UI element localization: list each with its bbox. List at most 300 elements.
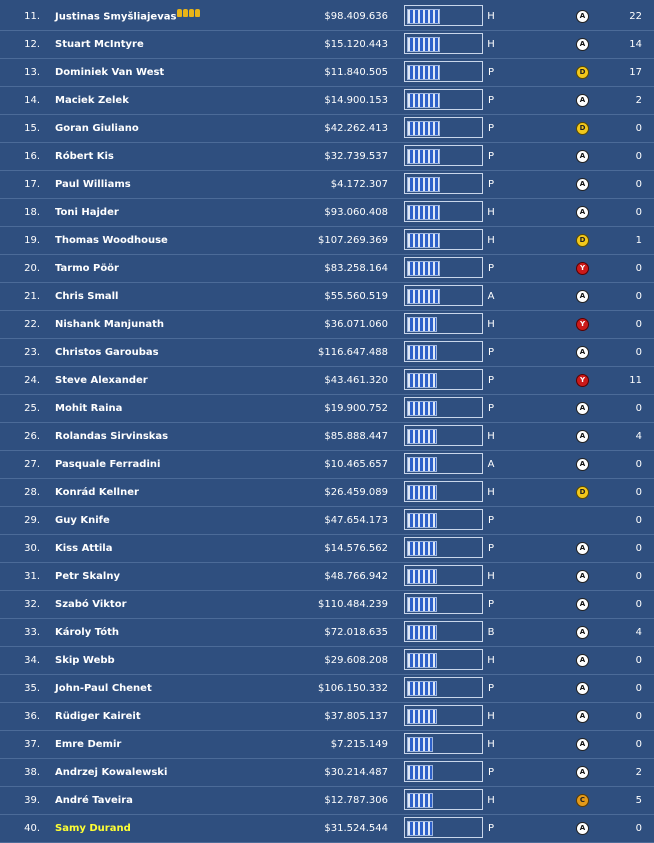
count-value: 17 <box>629 67 642 78</box>
player-name-link[interactable]: Andrzej Kowalewski <box>55 767 168 778</box>
player-name-cell <box>55 171 285 198</box>
rating-bar-fill <box>407 317 437 332</box>
status-badge-icon: A <box>576 654 589 667</box>
rating-bar-fill <box>407 513 437 528</box>
rank-number: 16. <box>24 151 40 162</box>
rating-bar-fill <box>407 65 440 80</box>
player-value: $55.560.519 <box>324 291 388 302</box>
rating-bar <box>404 789 483 810</box>
table-row <box>0 199 654 227</box>
position-letter: H <box>487 655 495 666</box>
status-badge-cell <box>576 395 590 422</box>
rating-bar-fill <box>407 765 433 780</box>
rating-bar <box>404 565 483 586</box>
position-letter: H <box>487 235 495 246</box>
rating-bar-fill <box>407 401 437 416</box>
rank-number: 22. <box>24 319 40 330</box>
trophies-group <box>177 3 201 30</box>
status-badge-cell <box>576 87 590 114</box>
player-name-link[interactable]: Justinas Smyšliajevas <box>55 11 177 23</box>
player-name-link[interactable]: André Taveira <box>55 795 133 806</box>
rating-bar-fill <box>407 9 440 24</box>
count-value: 0 <box>635 151 642 162</box>
status-badge-cell <box>576 591 590 618</box>
status-badge-icon: A <box>576 10 589 23</box>
player-name-cell <box>55 255 285 282</box>
rank-number: 23. <box>24 347 40 358</box>
count-value: 0 <box>635 711 642 722</box>
rank-number: 20. <box>24 263 40 274</box>
status-badge-icon: A <box>576 38 589 51</box>
rating-bar <box>404 5 483 26</box>
rating-bar-fill <box>407 345 437 360</box>
player-name-link[interactable]: Skip Webb <box>55 655 115 666</box>
rating-bar <box>404 733 483 754</box>
count-value: 5 <box>635 795 642 806</box>
count-value: 1 <box>635 235 642 246</box>
rating-bar-fill <box>407 457 437 472</box>
rank-number: 36. <box>24 711 40 722</box>
player-value: $110.484.239 <box>318 599 388 610</box>
position-letter: P <box>487 403 495 414</box>
rank-number: 19. <box>24 235 40 246</box>
rank-number: 35. <box>24 683 40 694</box>
rank-number: 31. <box>24 571 40 582</box>
rating-bar <box>404 593 483 614</box>
count-value: 0 <box>635 179 642 190</box>
table-row <box>0 591 654 619</box>
rating-bar <box>404 453 483 474</box>
status-badge-cell <box>576 339 590 366</box>
status-badge-icon: A <box>576 430 589 443</box>
player-name-cell <box>55 759 285 786</box>
status-badge-cell <box>576 535 590 562</box>
player-name-cell <box>55 787 285 814</box>
count-value: 0 <box>635 207 642 218</box>
position-letter: P <box>487 123 495 134</box>
status-badge-icon: A <box>576 402 589 415</box>
table-row <box>0 423 654 451</box>
player-value: $32.739.537 <box>324 151 388 162</box>
rating-bar-fill <box>407 37 440 52</box>
player-name-link[interactable]: Rolandas Sirvinskas <box>55 431 169 442</box>
player-name-link[interactable]: Konrád Kellner <box>55 487 139 498</box>
table-row <box>0 115 654 143</box>
count-value: 0 <box>635 263 642 274</box>
position-letter: H <box>487 739 495 750</box>
status-badge-icon: C <box>576 794 589 807</box>
rank-number: 14. <box>24 95 40 106</box>
player-name-cell <box>55 199 285 226</box>
table-row <box>0 507 654 535</box>
player-name-link[interactable]: Christos Garoubas <box>55 347 159 358</box>
position-letter: A <box>487 459 495 470</box>
player-name-cell <box>55 591 285 618</box>
rating-bar-fill <box>407 93 440 108</box>
rank-number: 17. <box>24 179 40 190</box>
position-letter: P <box>487 543 495 554</box>
count-value: 0 <box>635 571 642 582</box>
rank-number: 40. <box>24 823 40 834</box>
rank-number: 24. <box>24 375 40 386</box>
player-value: $29.608.208 <box>324 655 388 666</box>
status-badge-cell <box>576 619 590 646</box>
position-letter: P <box>487 95 495 106</box>
player-value: $31.524.544 <box>324 823 388 834</box>
table-row <box>0 451 654 479</box>
count-value: 4 <box>635 627 642 638</box>
position-letter: P <box>487 375 495 386</box>
rating-bar <box>404 201 483 222</box>
position-letter: P <box>487 767 495 778</box>
table-row <box>0 143 654 171</box>
rank-number: 21. <box>24 291 40 302</box>
rank-number: 37. <box>24 739 40 750</box>
count-value: 0 <box>635 403 642 414</box>
table-row <box>0 647 654 675</box>
table-row <box>0 339 654 367</box>
rating-bar <box>404 817 483 838</box>
player-name-link[interactable]: Rüdiger Kaireit <box>55 711 141 722</box>
player-name-cell <box>55 479 285 506</box>
status-badge-cell <box>576 255 590 282</box>
rating-bar <box>404 425 483 446</box>
rating-bar <box>404 313 483 334</box>
count-value: 2 <box>635 767 642 778</box>
player-value: $47.654.173 <box>324 515 388 526</box>
player-value: $30.214.487 <box>324 767 388 778</box>
rating-bar-fill <box>407 289 440 304</box>
status-badge-cell <box>576 59 590 86</box>
position-letter: H <box>487 39 495 50</box>
player-value: $106.150.332 <box>318 683 388 694</box>
table-row <box>0 787 654 815</box>
player-name-cell <box>55 227 285 254</box>
player-name-link[interactable]: Toni Hajder <box>55 207 119 218</box>
player-value: $12.787.306 <box>324 795 388 806</box>
table-row <box>0 563 654 591</box>
table-row <box>0 815 654 843</box>
count-value: 0 <box>635 823 642 834</box>
position-letter: P <box>487 179 495 190</box>
player-name-link[interactable]: Szabó Viktor <box>55 599 127 610</box>
player-value: $7.215.149 <box>330 739 388 750</box>
table-row <box>0 759 654 787</box>
status-badge-icon: A <box>576 598 589 611</box>
player-name-cell <box>55 283 285 310</box>
player-name-link[interactable]: Mohit Raina <box>55 403 123 414</box>
table-row <box>0 367 654 395</box>
table-row <box>0 171 654 199</box>
status-badge-cell <box>576 563 590 590</box>
status-badge-cell <box>576 731 590 758</box>
rating-bar-fill <box>407 569 437 584</box>
player-value: $43.461.320 <box>324 375 388 386</box>
player-value: $42.262.413 <box>324 123 388 134</box>
table-row <box>0 675 654 703</box>
status-badge-cell <box>576 507 590 534</box>
count-value: 22 <box>629 11 642 22</box>
player-name-link[interactable]: Petr Skalny <box>55 571 120 582</box>
trophy-icon <box>177 9 182 17</box>
player-value: $72.018.635 <box>324 627 388 638</box>
player-name-cell <box>55 647 285 674</box>
table-row <box>0 87 654 115</box>
player-name-link[interactable]: Emre Demir <box>55 739 122 750</box>
status-badge-icon: D <box>576 122 589 135</box>
status-badge-icon: Y <box>576 374 589 387</box>
rank-number: 26. <box>24 431 40 442</box>
player-name-link[interactable]: Károly Tóth <box>55 627 119 638</box>
rating-bar-fill <box>407 429 437 444</box>
position-letter: P <box>487 683 495 694</box>
table-row <box>0 59 654 87</box>
rank-number: 25. <box>24 403 40 414</box>
status-badge-cell <box>576 31 590 58</box>
player-name-link[interactable]: Goran Giuliano <box>55 123 139 134</box>
player-name-link[interactable]: Samy Durand <box>55 823 131 834</box>
position-letter: H <box>487 207 495 218</box>
rating-bar <box>404 677 483 698</box>
player-name-link[interactable]: Steve Alexander <box>55 375 148 386</box>
rating-bar <box>404 481 483 502</box>
rating-bar <box>404 117 483 138</box>
player-name-cell <box>55 423 285 450</box>
player-name-link[interactable]: Nishank Manjunath <box>55 319 164 330</box>
player-value: $107.269.369 <box>318 235 388 246</box>
player-value: $4.172.307 <box>330 179 388 190</box>
status-badge-icon: A <box>576 290 589 303</box>
rating-bar <box>404 705 483 726</box>
rank-number: 12. <box>24 39 40 50</box>
player-name-cell <box>55 339 285 366</box>
trophy-icon <box>195 9 200 17</box>
position-letter: H <box>487 11 495 22</box>
status-badge-cell <box>576 787 590 814</box>
status-badge-cell <box>576 703 590 730</box>
player-value: $36.071.060 <box>324 319 388 330</box>
player-name-link[interactable]: Dominiek Van West <box>55 67 165 78</box>
player-name-link[interactable]: Maciek Zelek <box>55 95 129 106</box>
count-value: 0 <box>635 347 642 358</box>
rating-bar-fill <box>407 653 437 668</box>
player-name-cell <box>55 731 285 758</box>
rating-bar-fill <box>407 121 440 136</box>
count-value: 11 <box>629 375 642 386</box>
rating-bar <box>404 61 483 82</box>
count-value: 0 <box>635 543 642 554</box>
rating-bar-fill <box>407 149 440 164</box>
rating-bar-fill <box>407 541 437 556</box>
rank-number: 15. <box>24 123 40 134</box>
rating-bar-fill <box>407 793 433 808</box>
player-name-link[interactable]: Róbert Kis <box>55 151 114 162</box>
count-value: 0 <box>635 599 642 610</box>
rating-bar <box>404 397 483 418</box>
rating-bar <box>404 145 483 166</box>
table-row <box>0 395 654 423</box>
rating-bar <box>404 509 483 530</box>
rating-bar-fill <box>407 373 437 388</box>
status-badge-icon: Y <box>576 318 589 331</box>
trophy-icon <box>183 9 188 17</box>
status-badge-cell <box>576 647 590 674</box>
table-row <box>0 619 654 647</box>
rank-number: 29. <box>24 515 40 526</box>
status-badge-icon: Y <box>576 262 589 275</box>
player-name-cell <box>55 619 285 646</box>
status-badge-cell <box>576 759 590 786</box>
table-row <box>0 311 654 339</box>
table-row <box>0 31 654 59</box>
player-name-cell <box>55 675 285 702</box>
rating-bar-fill <box>407 597 437 612</box>
status-badge-icon: A <box>576 710 589 723</box>
status-badge-cell <box>576 283 590 310</box>
count-value: 0 <box>635 291 642 302</box>
position-letter: H <box>487 319 495 330</box>
status-badge-cell <box>576 311 590 338</box>
status-badge-cell <box>576 143 590 170</box>
player-name-cell <box>55 507 285 534</box>
status-badge-icon: A <box>576 178 589 191</box>
position-letter: P <box>487 599 495 610</box>
rating-bar-fill <box>407 205 440 220</box>
status-badge-cell <box>576 367 590 394</box>
status-badge-cell <box>576 227 590 254</box>
rating-bar-fill <box>407 625 437 640</box>
rating-bar <box>404 369 483 390</box>
position-letter: H <box>487 431 495 442</box>
position-letter: H <box>487 711 495 722</box>
player-name-cell <box>55 563 285 590</box>
table-row <box>0 3 654 31</box>
player-name-link[interactable]: John-Paul Chenet <box>55 683 152 694</box>
count-value: 0 <box>635 319 642 330</box>
count-value: 0 <box>635 655 642 666</box>
player-name-cell <box>55 115 285 142</box>
player-name-cell <box>55 143 285 170</box>
rating-bar-fill <box>407 737 433 752</box>
player-value: $14.576.562 <box>324 543 388 554</box>
count-value: 4 <box>635 431 642 442</box>
player-name-link[interactable]: Guy Knife <box>55 515 110 526</box>
rank-number: 38. <box>24 767 40 778</box>
count-value: 2 <box>635 95 642 106</box>
position-letter: P <box>487 347 495 358</box>
player-name-link[interactable]: Tarmo Pöör <box>55 263 119 274</box>
player-value: $19.900.752 <box>324 403 388 414</box>
table-row <box>0 703 654 731</box>
table-row <box>0 479 654 507</box>
rating-bar-fill <box>407 681 437 696</box>
player-name-cell <box>55 311 285 338</box>
player-value: $116.647.488 <box>318 347 388 358</box>
position-letter: P <box>487 263 495 274</box>
rating-bar <box>404 89 483 110</box>
status-badge-icon: D <box>576 234 589 247</box>
status-badge-cell <box>576 199 590 226</box>
player-name-cell <box>55 703 285 730</box>
rating-bar <box>404 285 483 306</box>
rank-number: 33. <box>24 627 40 638</box>
player-name-cell <box>55 395 285 422</box>
player-name-link[interactable]: Chris Small <box>55 291 119 302</box>
rank-number: 13. <box>24 67 40 78</box>
rank-number: 30. <box>24 543 40 554</box>
position-letter: H <box>487 487 495 498</box>
status-badge-icon: A <box>576 822 589 835</box>
player-name-link[interactable]: Paul Williams <box>55 179 131 190</box>
position-letter: A <box>487 291 495 302</box>
status-badge-icon: A <box>576 626 589 639</box>
rating-bar-fill <box>407 821 433 836</box>
status-badge-cell <box>576 3 590 30</box>
rank-number: 27. <box>24 459 40 470</box>
status-badge-icon: A <box>576 682 589 695</box>
rank-number: 28. <box>24 487 40 498</box>
rating-bar-fill <box>407 233 440 248</box>
player-name-cell <box>55 31 285 58</box>
rating-bar <box>404 257 483 278</box>
status-badge-icon: A <box>576 458 589 471</box>
count-value: 0 <box>635 459 642 470</box>
status-badge-cell <box>576 815 590 842</box>
rating-bar-fill <box>407 261 440 276</box>
player-value: $26.459.089 <box>324 487 388 498</box>
player-name-link[interactable]: Kiss Attila <box>55 543 113 554</box>
position-letter: P <box>487 823 495 834</box>
rating-bar-fill <box>407 485 437 500</box>
player-value: $11.840.505 <box>324 67 388 78</box>
player-name-cell <box>55 87 285 114</box>
player-name-link[interactable]: Thomas Woodhouse <box>55 235 168 246</box>
status-badge-icon: A <box>576 738 589 751</box>
rank-number: 11. <box>24 11 40 22</box>
status-badge-icon: A <box>576 94 589 107</box>
player-value: $14.900.153 <box>324 95 388 106</box>
position-letter: P <box>487 151 495 162</box>
rating-bar <box>404 33 483 54</box>
rank-number: 18. <box>24 207 40 218</box>
player-value: $83.258.164 <box>324 263 388 274</box>
table-row <box>0 731 654 759</box>
position-letter: B <box>487 627 495 638</box>
count-value: 0 <box>635 683 642 694</box>
rating-bar-fill <box>407 177 440 192</box>
status-badge-icon: A <box>576 206 589 219</box>
player-name-link[interactable]: Stuart McIntyre <box>55 39 144 50</box>
rank-number: 32. <box>24 599 40 610</box>
status-badge-icon: D <box>576 66 589 79</box>
rating-bar <box>404 341 483 362</box>
status-badge-cell <box>576 479 590 506</box>
table-row <box>0 535 654 563</box>
status-badge-cell <box>576 451 590 478</box>
status-badge-icon: D <box>576 486 589 499</box>
status-badge-cell <box>576 423 590 450</box>
player-value: $15.120.443 <box>324 39 388 50</box>
rating-bar <box>404 537 483 558</box>
player-name-link[interactable]: Pasquale Ferradini <box>55 459 161 470</box>
rating-bar-fill <box>407 709 437 724</box>
status-badge-cell <box>576 675 590 702</box>
status-badge-cell <box>576 115 590 142</box>
player-value: $85.888.447 <box>324 431 388 442</box>
rank-number: 34. <box>24 655 40 666</box>
table-row <box>0 283 654 311</box>
status-badge-icon: A <box>576 542 589 555</box>
